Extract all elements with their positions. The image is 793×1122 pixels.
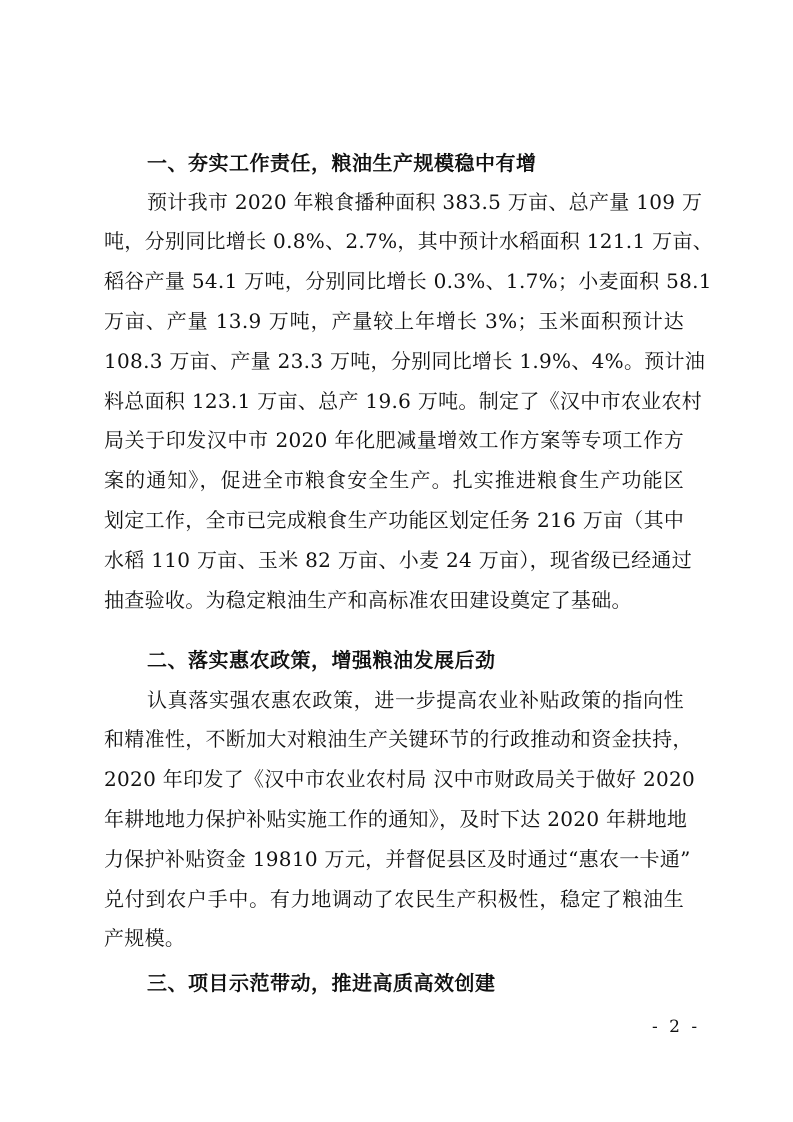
- paragraph-line: 稻谷产量 54.1 万吨，分别同比增长 0.3%、1.7%；小麦面积 58.1: [104, 269, 712, 293]
- paragraph-line: 吨，分别同比增长 0.8%、2.7%，其中预计水稻面积 121.1 万亩、: [104, 229, 714, 253]
- paragraph-line: 抽查验收。为稳定粮油生产和高标准农田建设奠定了基础。: [104, 588, 632, 612]
- paragraph-line: 案的通知》，促进全市粮食安全生产。扎实推进粮食生产功能区: [104, 468, 684, 492]
- paragraph-line: 和精准性，不断加大对粮油生产关键环节的行政推动和资金扶持，: [104, 727, 693, 751]
- section-heading-2: 二、落实惠农政策，增强粮油发展后劲: [147, 648, 496, 672]
- paragraph-line: 水稻 110 万亩、玉米 82 万亩、小麦 24 万亩），现省级已经通过: [104, 548, 693, 572]
- page-number: - 2 -: [652, 1017, 701, 1037]
- paragraph-line: 兑付到农户手中。有力地调动了农民生产积极性，稳定了粮油生: [104, 887, 684, 911]
- paragraph-line: 年耕地地力保护补贴实施工作的通知》，及时下达 2020 年耕地地: [104, 807, 688, 831]
- paragraph-line: 局关于印发汉中市 2020 年化肥减量增效工作方案等专项工作方: [104, 428, 684, 452]
- paragraph-line: 108.3 万亩、产量 23.3 万吨，分别同比增长 1.9%、4%。预计油: [104, 349, 706, 373]
- paragraph-line: 划定工作，全市已完成粮食生产功能区划定任务 216 万亩（其中: [104, 508, 685, 532]
- section-heading-1: 一、夯实工作责任，粮油生产规模稳中有增: [147, 151, 537, 175]
- paragraph-line: 产规模。: [104, 926, 186, 950]
- paragraph-line: 万亩、产量 13.9 万吨，产量较上年增长 3%；玉米面积预计达: [104, 309, 684, 333]
- paragraph-line: 料总面积 123.1 万亩、总产 19.6 万吨。制定了《汉中市农业农村: [104, 389, 703, 413]
- paragraph-line: 认真落实强农惠农政策，进一步提高农业补贴政策的指向性: [147, 688, 684, 712]
- paragraph-line: 2020 年印发了《汉中市农业农村局 汉中市财政局关于做好 2020: [104, 767, 696, 791]
- section-heading-3: 三、项目示范带动，推进高质高效创建: [147, 971, 496, 995]
- paragraph-line: 力保护补贴资金 19810 万元，并督促县区及时通过“惠农一卡通”: [104, 847, 691, 871]
- paragraph-line: 预计我市 2020 年粮食播种面积 383.5 万亩、总产量 109 万: [147, 190, 703, 214]
